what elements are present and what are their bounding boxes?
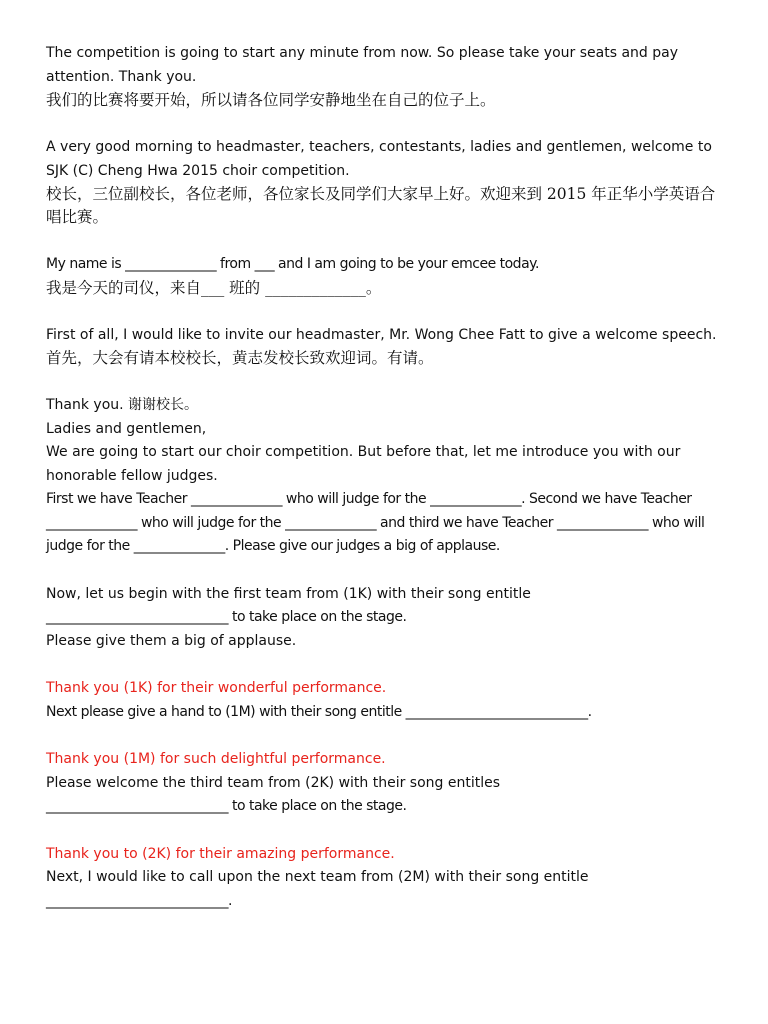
ladies-and-gentlemen: Ladies and gentlemen,	[46, 420, 207, 437]
paragraph-team-2k	[46, 748, 728, 819]
spacer	[46, 229, 728, 253]
greeting-chinese: 校长，三位副校长，各位老师，各位家长及同学们大家早上好。欢迎来到 2015 年正华小学英语合唱比赛。	[46, 185, 716, 226]
paragraph-team-2m	[46, 843, 728, 914]
paragraph-judges	[46, 394, 728, 559]
team-2m-song: ____________________________.	[46, 892, 232, 909]
emcee-english: My name is ______________ from ___ and I am going to be your emcee today.	[46, 256, 539, 272]
team-1k-applause: Please give them a big of applause.	[46, 632, 297, 649]
thank-headmaster: Thank you. 谢谢校长。	[46, 397, 199, 413]
paragraph-emcee-intro	[46, 253, 728, 300]
judges-introduction: First we have Teacher ______________ who will judge for the ______________. Second we have Teacher ______________ who will judge for the ______________ and third we have Teacher ______________ who will judge for the ______________. Please give our judges a big of applause.	[46, 491, 705, 554]
team-2k-song: ____________________________ to take place on the stage.	[46, 798, 407, 814]
intro-english: The competition is going to start any minute from now. So please take your seats and pay attention. Thank you.	[46, 45, 678, 85]
thank-1m-red: Thank you (1M) for such delightful performance.	[46, 751, 386, 767]
spacer	[46, 300, 728, 324]
spacer	[46, 653, 728, 677]
paragraph-welcome-speech	[46, 324, 728, 371]
team-1k-intro: Now, let us begin with the first team from (1K) with their song entitle	[46, 585, 531, 602]
spacer	[46, 724, 728, 748]
thank-1k-red: Thank you (1K) for their wonderful performance.	[46, 680, 387, 696]
intro-chinese: 我们的比赛将要开始，所以请各位同学安静地坐在自己的位子上。	[46, 91, 496, 109]
welcome-speech-english: First of all, I would like to invite our headmaster, Mr. Wong Chee Fatt to give a welcome speech.	[46, 326, 717, 343]
paragraph-team-1m	[46, 677, 728, 724]
paragraph-team-1k	[46, 583, 728, 654]
greeting-english: A very good morning to headmaster, teachers, contestants, ladies and gentlemen, welcome to SJK (C) Cheng Hwa 2015 choir competition.	[46, 139, 712, 179]
start-competition: We are going to start our choir competition. But before that, let me introduce you with our honorable fellow judges.	[46, 444, 681, 484]
team-2k-intro: Please welcome the third team from (2K) with their song entitles	[46, 774, 501, 791]
thank-2k-red: Thank you to (2K) for their amazing performance.	[46, 845, 395, 862]
paragraph-intro	[46, 42, 728, 112]
team-1k-song: ____________________________ to take place on the stage.	[46, 609, 407, 625]
team-1m-intro: Next please give a hand to (1M) with their song entitle ____________________________.	[46, 703, 592, 720]
welcome-speech-chinese: 首先，大会有请本校校长，黄志发校长致欢迎词。有请。	[46, 349, 434, 367]
emcee-chinese: 我是今天的司仪，来自___ 班的 _____________。	[46, 278, 382, 297]
spacer	[46, 819, 728, 843]
team-2m-intro: Next, I would like to call upon the next team from (2M) with their song entitle	[46, 869, 589, 885]
spacer	[46, 559, 728, 583]
paragraph-greeting	[46, 136, 728, 229]
spacer	[46, 112, 728, 136]
spacer	[46, 370, 728, 394]
